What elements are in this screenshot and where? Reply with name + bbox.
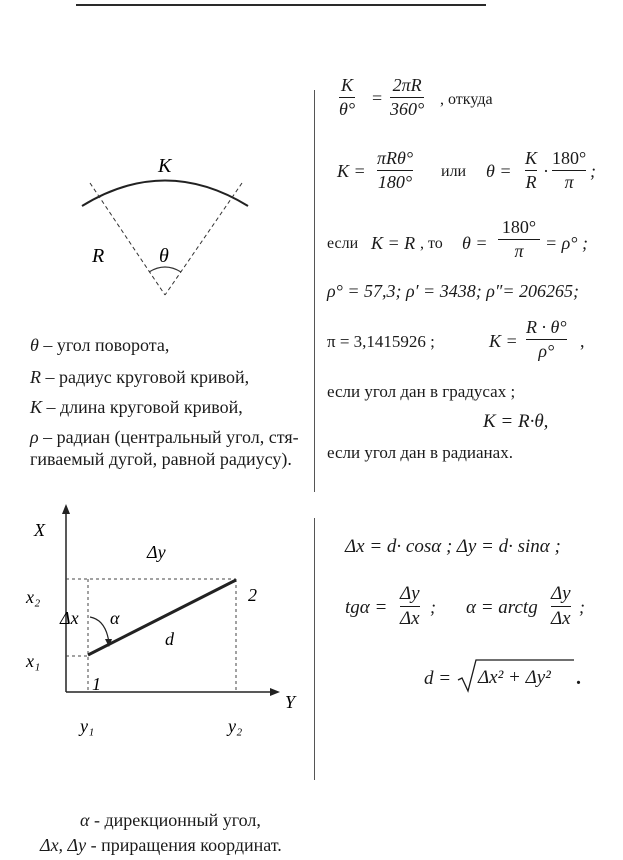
theta-arc bbox=[149, 267, 181, 272]
f2-theta: θ = bbox=[486, 161, 512, 181]
legend-dx-dy: Δx, Δy - приращения координат. bbox=[40, 835, 282, 855]
f5-tail: , bbox=[580, 331, 585, 351]
f3-cond: K = R bbox=[371, 233, 416, 253]
frac-Rtheta-rho: R · θ° ρ° bbox=[526, 317, 567, 361]
label-y2: y₂ bbox=[228, 716, 243, 736]
frac-piRtheta-180: πRθ° 180° bbox=[377, 148, 414, 192]
rho-values: ρ° = 57,3; ρ′ = 3438; ρ″= 206265; bbox=[327, 281, 579, 301]
arc-label-R: R bbox=[92, 245, 105, 267]
arc-label-K: K bbox=[158, 155, 172, 177]
label-dy: Δy bbox=[147, 542, 166, 562]
radius-left bbox=[90, 183, 165, 295]
pi-value: π = 3,1415926 ; bbox=[327, 332, 435, 351]
frac-180-pi: 180° π bbox=[552, 148, 587, 192]
formula-1-tail: , откуда bbox=[440, 91, 493, 108]
legend-R: R – радиус круговой кривой, bbox=[30, 367, 250, 387]
label-alpha: α bbox=[110, 608, 120, 628]
separator-top bbox=[314, 90, 315, 492]
frac-K-R: K R bbox=[525, 148, 538, 192]
arc-curve bbox=[82, 181, 248, 207]
K-R-theta: K = R·θ, bbox=[483, 411, 549, 432]
f3-then: , то bbox=[420, 235, 443, 252]
f3-if: если bbox=[327, 235, 359, 252]
sqrt-content: Δx² + Δy² bbox=[478, 667, 551, 688]
label-dx: Δx bbox=[60, 608, 79, 628]
d-label: d = bbox=[424, 668, 452, 689]
arctg-semi: ; bbox=[579, 597, 585, 617]
degrees-note: если угол дан в градусах ; bbox=[327, 382, 516, 401]
top-rule bbox=[76, 4, 486, 6]
frac-dy-dx: Δy Δx bbox=[400, 583, 420, 629]
legend-theta: θ – угол поворота, bbox=[30, 335, 170, 355]
radians-note: если угол дан в радианах. bbox=[327, 443, 513, 462]
f2-or: или bbox=[441, 163, 467, 180]
f3-theta: θ = bbox=[462, 233, 488, 253]
separator-bottom bbox=[314, 518, 315, 780]
frac-dy-dx-2: Δy Δx bbox=[551, 583, 571, 629]
label-X: X bbox=[34, 520, 45, 540]
label-x2: x₂ bbox=[26, 587, 41, 607]
f3-tail: = ρ° ; bbox=[545, 233, 588, 253]
coordinate-diagram bbox=[20, 500, 310, 745]
sqrt-dot: . bbox=[576, 667, 581, 689]
legend-K: K – длина круговой кривой, bbox=[30, 397, 243, 417]
label-d: d bbox=[165, 629, 174, 649]
x-axis-arrow bbox=[62, 504, 70, 514]
label-Y: Y bbox=[285, 692, 296, 712]
label-p1: 1 bbox=[92, 674, 101, 694]
tg-label: tgα = bbox=[345, 597, 388, 618]
arctg-label: α = arctg bbox=[466, 597, 538, 618]
legend-rho-cont: гиваемый дугой, равной радиусу). bbox=[30, 449, 292, 469]
label-x1: x₁ bbox=[26, 651, 41, 671]
legend-rho: ρ – радиан (центральный угол, стя- bbox=[30, 427, 299, 447]
dx-dy-formula: Δx = d· cosα ; Δy = d· sinα ; bbox=[345, 536, 561, 557]
arc-diagram bbox=[70, 150, 270, 300]
label-p2: 2 bbox=[248, 585, 257, 605]
eq-sign-1: = bbox=[372, 88, 383, 108]
radius-right bbox=[165, 183, 242, 295]
frac-180-pi-2: 180° π bbox=[498, 218, 540, 261]
tg-semi: ; bbox=[430, 597, 436, 617]
frac-2piR-360: 2πR 360° bbox=[390, 75, 425, 119]
f2-semi: ; bbox=[590, 161, 596, 181]
arc-label-theta: θ bbox=[159, 245, 169, 267]
f2-left: K = bbox=[337, 161, 366, 181]
y-axis-arrow bbox=[270, 688, 280, 696]
f5-K: K = bbox=[489, 331, 518, 351]
f2-dot: · bbox=[543, 161, 549, 181]
legend-alpha: α - дирекционный угол, bbox=[80, 810, 261, 830]
frac-K-theta: K θ° bbox=[339, 75, 356, 119]
label-y1: y₁ bbox=[80, 716, 95, 736]
